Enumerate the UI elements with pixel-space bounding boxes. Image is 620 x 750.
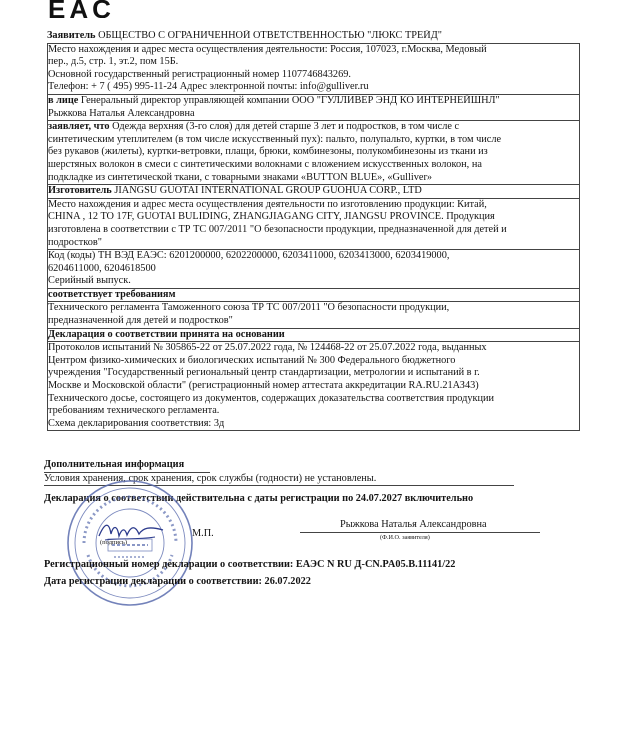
applicant-name: ОБЩЕСТВО С ОГРАНИЧЕННОЙ ОТВЕТСТВЕННОСТЬЮ "ЛЮКС ТРЕЙД" <box>98 30 442 41</box>
declares-line1 <box>48 121 579 134</box>
manufacturer-line1: Место нахождения и адрес места осуществления деятельности по изготовлению продукции: Китай, <box>48 198 487 210</box>
person-label: в лице <box>48 94 79 106</box>
declares-line5: подкладке из синтетической ткани, с товарными знаками «BUTTON BLUE», «Gulliver» <box>48 172 579 186</box>
signer-name-underline <box>300 532 540 533</box>
applicant-name-line <box>47 30 580 44</box>
basis-line2: Центром физико-химических и биологических испытаний № 300 Федерального бюджетного <box>48 354 456 366</box>
applicant-address-line1: Место нахождения и адрес места осуществления деятельности: Россия, 107023, г.Москва, Медовый <box>48 43 487 55</box>
extra-label: Дополнительная информация <box>44 459 210 473</box>
declares-line4: шерстяных волокон в смеси с синтетическими волокнами с вложением искусственных волокон, на <box>48 158 482 170</box>
complies-label: соответствует требованиям <box>48 289 579 303</box>
basis-line4: Москве и Московской области" (регистрационный номер аттестата аккредитации RA.RU.21АЗ43) <box>48 380 479 392</box>
registration-date: Дата регистрации декларации о соответствии: 26.07.2022 <box>44 576 311 587</box>
codes-line3: Серийный выпуск. <box>48 275 579 289</box>
declares-line3: без рукавов (жилеты), куртки-ветровки, плащи, брюки, комбинезоны, полукомбинезоны из ткани из <box>48 146 488 158</box>
basis-line7: Схема декларирования соответствия: 3д <box>48 418 579 432</box>
extra-line1: Условия хранения, срок хранения, срок службы (годности) не установлены. <box>44 473 514 487</box>
declares-line2: синтетическим утеплителем (в том числе искусственный пух): пальто, полупальто, куртки, в том числе <box>48 133 502 145</box>
basis-line6: требованиям технического регламента. <box>48 405 220 417</box>
codes-line2: 6204611000, 6204618500 <box>48 262 156 274</box>
manufacturer-line3: изготовлена в соответствии с ТР ТС 007/2011 "О безопасности продукции, предназначенной для детей и <box>48 223 507 235</box>
manufacturer-line <box>48 185 579 199</box>
seal-mark-label: М.П. <box>192 528 214 539</box>
validity-text: Декларация о соответствии действительна с даты регистрации по 24.07.2027 включительно <box>44 493 474 504</box>
person-text: Генеральный директор управляющей компании ООО "ГУЛЛИВЕР ЭНД КО ИНТЕРНЕЙШНЛ" <box>78 94 500 106</box>
manufacturer-line2: CHINA , 12 TO 17F, GUOTAI BULIDING, ZHANGJIAGANG CITY, JIANGSU PROVINCE. Продукция <box>48 211 495 223</box>
declares-label: заявляет, что <box>48 121 110 133</box>
codes-line1: Код (коды) ТН ВЭД ЕАЭС: 6201200000, 6202200000, 6203411000, 6203413000, 6203419000, <box>48 250 450 262</box>
applicant-ogrn: Основной государственный регистрационный номер 1107746843269. <box>48 68 351 80</box>
complies-line2: предназначенной для детей и подростков" <box>48 315 579 329</box>
manufacturer-label: Изготовитель <box>48 185 112 197</box>
eac-logo: EAC <box>48 0 115 18</box>
person-line2: Рыжкова Наталья Александровна <box>48 108 579 122</box>
declares-text: Одежда верхняя (3-го слоя) для детей старше 3 лет и подростков, в том числе с <box>109 121 460 133</box>
complies-line1: Технического регламента Таможенного союза ТР ТС 007/2011 "О безопасности продукции, <box>48 302 450 314</box>
applicant-contacts: Телефон: + 7 ( 495) 995-11-24 Адрес электронной почты: info@gulliver.ru <box>48 81 579 95</box>
basis-line1: Протоколов испытаний № 305865-22 от 25.07.2022 года, № 124468-22 от 25.07.2022 года, выданных <box>48 342 487 354</box>
signer-name: Рыжкова Наталья Александровна <box>340 519 487 530</box>
basis-line3: учреждения "Государственный региональный центр стандартизации, метрологии и испытаний в г. <box>48 367 480 379</box>
signer-name-caption: (Ф.И.О. заявителя) <box>380 534 430 541</box>
basis-line5: Технического досье, состоящего из документов, содержащих доказательства соответствия продукции <box>48 392 494 404</box>
applicant-address-line2: пер., д.5, стр. 1, эт.2, пом 15Б. <box>48 56 179 68</box>
applicant-block <box>47 30 580 431</box>
registration-number: Регистрационный номер декларации о соответствии: ЕАЭС N RU Д-CN.PA05.B.11141/22 <box>44 559 456 570</box>
signature-caption: (подпись) <box>100 539 127 546</box>
manufacturer-name: JIANGSU GUOTAI INTERNATIONAL GROUP GUOHUA CORP., LTD <box>111 185 422 197</box>
applicant-label: Заявитель <box>47 30 96 41</box>
manufacturer-line4: подростков" <box>48 237 579 251</box>
person-line1 <box>48 95 579 108</box>
basis-label: Декларация о соответствии принята на основании <box>48 329 579 343</box>
